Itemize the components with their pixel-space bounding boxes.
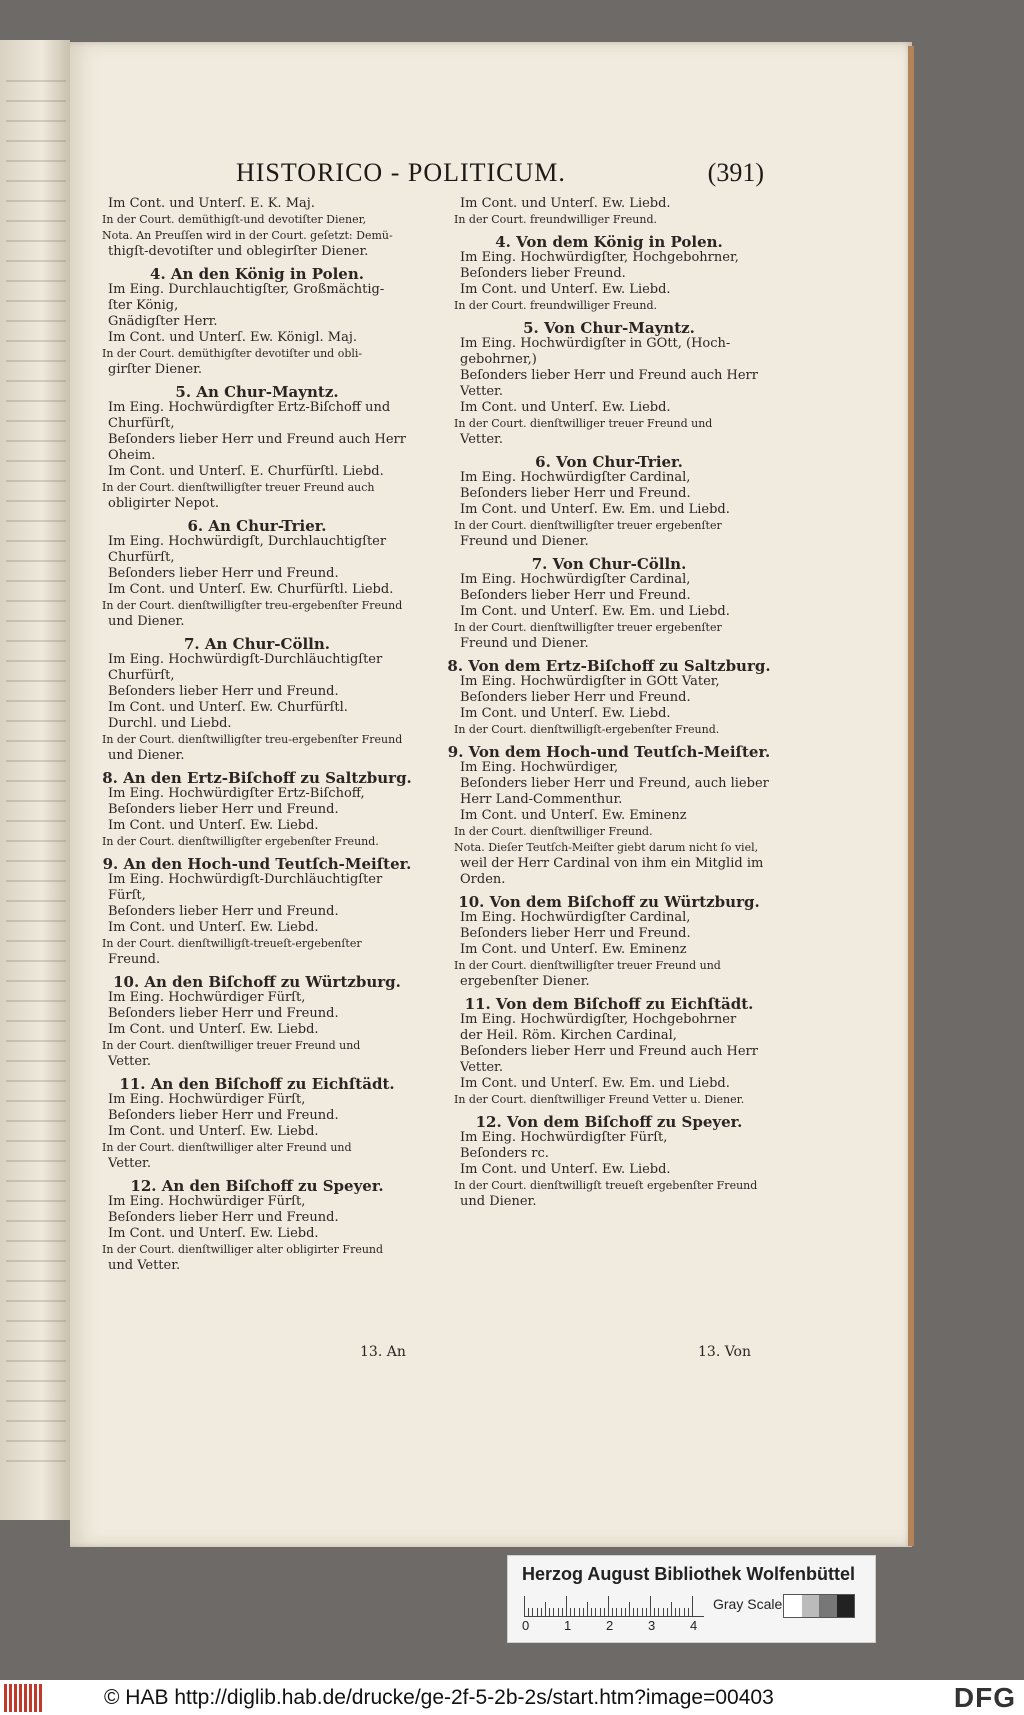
entry-line: Beſonders lieber Herr und Freund. xyxy=(460,690,691,705)
entry-line: Churfürſt, xyxy=(108,668,175,683)
left-page-edge xyxy=(0,40,70,1520)
entry-line: In der Court. dienſtwilliger treuer Freund und xyxy=(102,1039,361,1052)
entry-line: Beſonders lieber Herr und Freund, auch lieber xyxy=(460,776,769,791)
entry-line: Im Cont. und Unterſ. Ew. Liebd. xyxy=(108,1124,319,1139)
entry-line: Im Eing. Hochwürdigſter Cardinal, xyxy=(460,910,691,925)
entry-line: Im Cont. und Unterſ. Ew. Em. und Liebd. xyxy=(460,502,730,517)
entry-line: Im Cont. und Unterſ. Ew. Liebd. xyxy=(460,196,671,211)
entry-heading: 10. An den Biſchoff zu Würtzburg. xyxy=(113,973,401,991)
entry-line: Im Eing. Hochwürdigſt-Durchläuchtigſter xyxy=(108,652,383,667)
left-catchword: 13. An xyxy=(360,1344,406,1360)
entry-line: In der Court. dienſtwilligſter ergebenſter Freund. xyxy=(102,835,379,848)
entry-line: Im Cont. und Unterſ. E. K. Maj. xyxy=(108,196,315,211)
entry-line: Im Cont. und Unterſ. Ew. Liebd. xyxy=(460,400,671,415)
entry-line: In der Court. dienſtwilligſt-treueſt-ergebenſter xyxy=(102,937,362,950)
entry-heading: 6. An Chur-Trier. xyxy=(187,517,327,535)
ruler-number: 0 xyxy=(522,1618,530,1633)
entry-line: Beſonders lieber Herr und Freund. xyxy=(108,1210,339,1225)
entry-line: Fürſt, xyxy=(108,888,146,903)
entry-line: In der Court. dienſtwilliger treuer Freund und xyxy=(454,417,713,430)
letter-form-entry xyxy=(92,266,422,378)
gray-scale-swatch xyxy=(783,1594,855,1618)
entry-heading: 4. An den König in Polen. xyxy=(150,265,364,283)
ruler-number: 1 xyxy=(564,1618,572,1633)
entry-line: Im Cont. und Unterſ. Ew. Liebd. xyxy=(108,818,319,833)
entry-line: Beſonders lieber Herr und Freund auch Herr xyxy=(108,432,406,447)
entry-heading: 9. An den Hoch-und Teutſch-Meiſter. xyxy=(102,855,412,873)
entry-line: Vetter. xyxy=(460,384,503,399)
entry-line: ſter König, xyxy=(108,298,179,313)
entry-line: In der Court. freundwilliger Freund. xyxy=(454,213,657,226)
entry-line: In der Court. dienſtwilligſter treuer ergebenſter xyxy=(454,519,722,532)
entry-line: Beſonders lieber Herr und Freund auch Herr xyxy=(460,368,758,383)
letter-form-entry xyxy=(444,1114,774,1210)
entry-line: In der Court. freundwilliger Freund. xyxy=(454,299,657,312)
letter-form-entry xyxy=(444,894,774,990)
entry-line: In der Court. dienſtwilligſter treu-ergebenſter Freund xyxy=(102,599,403,612)
letter-form-entry xyxy=(444,996,774,1108)
entry-heading: 6. Von Chur-Trier. xyxy=(535,453,683,471)
entry-line: Im Eing. Hochwürdigſter Cardinal, xyxy=(460,572,691,587)
entry-line: Im Eing. Hochwürdigſter Ertz-Biſchoff, xyxy=(108,786,365,801)
ruler-number: 4 xyxy=(690,1618,698,1633)
entry-line: Beſonders lieber Herr und Freund. xyxy=(460,486,691,501)
entry-line: Beſonders lieber Herr und Freund. xyxy=(460,588,691,603)
entry-heading: 5. An Chur-Mayntz. xyxy=(175,383,339,401)
entry-line: Im Eing. Hochwürdigſter Cardinal, xyxy=(460,470,691,485)
page-edge xyxy=(908,46,914,1546)
letter-form-entry xyxy=(444,454,774,550)
entry-line: Vetter. xyxy=(108,1054,151,1069)
ruler-number: 2 xyxy=(606,1618,614,1633)
letter-form-entry xyxy=(92,518,422,630)
letter-form-entry xyxy=(444,556,774,652)
entry-heading: 10. Von dem Biſchoff zu Würtzburg. xyxy=(458,893,760,911)
entry-line: Beſonders lieber Herr und Freund auch Herr xyxy=(460,1044,758,1059)
entry-line: Im Cont. und Unterſ. Ew. Liebd. xyxy=(108,920,319,935)
letter-form-entry xyxy=(92,1178,422,1274)
page-number: (391) xyxy=(707,158,764,187)
gray-scale-label: Gray Scale xyxy=(713,1596,783,1612)
entry-line: Im Eing. Durchlauchtigſter, Großmächtig- xyxy=(108,282,385,297)
entry-line: Im Eing. Hochwürdigſt-Durchläuchtigſter xyxy=(108,872,383,887)
entry-line: Freund und Diener. xyxy=(460,534,589,549)
entry-line: Vetter. xyxy=(460,1060,503,1075)
letter-form-entry xyxy=(444,658,774,738)
entry-line: girſter Diener. xyxy=(108,362,203,377)
entry-line: Freund und Diener. xyxy=(460,636,589,651)
letter-form-entry xyxy=(444,744,774,888)
entry-line: Beſonders lieber Herr und Freund. xyxy=(108,566,339,581)
color-reference-card xyxy=(507,1555,876,1643)
entry-line: Im Eing. Hochwürdiger Fürſt, xyxy=(108,1194,306,1209)
entry-heading: 8. An den Ertz-Biſchoff zu Saltzburg. xyxy=(102,769,412,787)
entry-heading: 5. Von Chur-Mayntz. xyxy=(523,319,695,337)
copyright-url: © HAB http://diglib.hab.de/drucke/ge-2f-5-2b-2s/start.htm?image=00403 xyxy=(104,1686,774,1709)
letter-form-entry xyxy=(92,770,422,850)
entry-heading: 8. Von dem Ertz-Biſchoff zu Saltzburg. xyxy=(447,657,771,675)
hab-logo-icon xyxy=(0,1684,50,1712)
entry-line: In der Court. demüthigſter devotiſter und obli- xyxy=(102,347,363,360)
letter-form-entry xyxy=(92,974,422,1070)
entry-line: und Vetter. xyxy=(108,1258,181,1273)
entry-line: Oheim. xyxy=(108,448,156,463)
viewer-footer xyxy=(0,1680,1024,1715)
letter-form-entry xyxy=(444,234,774,314)
entry-line: thigſt-devotiſter und oblegirſter Diener. xyxy=(108,244,369,259)
entry-line: Im Cont. und Unterſ. Ew. Eminenz xyxy=(460,942,687,957)
entry-line: Im Eing. Hochwürdigſter in GOtt Vater, xyxy=(460,674,720,689)
entry-line: Im Cont. und Unterſ. Ew. Liebd. xyxy=(108,1226,319,1241)
entry-line: In der Court. dienſtwilligſter treuer Freund und xyxy=(454,959,721,972)
entry-line: Herr Land-Commenthur. xyxy=(460,792,623,807)
ruler-number: 3 xyxy=(648,1618,656,1633)
letter-form-entry xyxy=(92,1076,422,1172)
ruler xyxy=(524,1594,704,1617)
entry-line: Im Eing. Hochwürdiger Fürſt, xyxy=(108,1092,306,1107)
library-name: Herzog August Bibliothek Wolfenbüttel xyxy=(522,1564,855,1584)
letter-form-entry xyxy=(92,636,422,764)
entry-line: In der Court. demüthigſt-und devotiſter Diener, xyxy=(102,213,367,226)
entry-line: Nota. An Preuſſen wird in der Court. geſetzt: Demü- xyxy=(102,229,393,242)
entry-line: Im Eing. Hochwürdigſter, Hochgebohrner xyxy=(460,1012,737,1027)
entry-heading: 7. Von Chur-Cölln. xyxy=(531,555,687,573)
entry-line: In der Court. dienſtwilligſter treu-ergebenſter Freund xyxy=(102,733,403,746)
letter-form-entry xyxy=(444,196,774,228)
entry-line: Im Cont. und Unterſ. Ew. Em. und Liebd. xyxy=(460,1076,730,1091)
entry-heading: 7. An Chur-Cölln. xyxy=(184,635,330,653)
entry-line: Nota. Dieſer Teutſch-Meiſter giebt darum nicht ſo viel, xyxy=(454,841,759,854)
dfg-logo: DFG xyxy=(953,1682,1016,1713)
entry-line: Churfürſt, xyxy=(108,416,175,431)
entry-line: Beſonders lieber Herr und Freund. xyxy=(108,802,339,817)
entry-line: Churfürſt, xyxy=(108,550,175,565)
entry-line: Im Eing. Hochwürdiger Fürſt, xyxy=(108,990,306,1005)
entry-heading: 9. Von dem Hoch-und Teutſch-Meiſter. xyxy=(447,743,771,761)
entry-heading: 11. An den Biſchoff zu Eichſtädt. xyxy=(119,1075,395,1093)
entry-line: obligirter Nepot. xyxy=(108,496,219,511)
entry-line: Im Eing. Hochwürdigſter Ertz-Biſchoff und xyxy=(108,400,391,415)
entry-line: Im Cont. und Unterſ. Ew. Eminenz xyxy=(460,808,687,823)
entry-line: ergebenſter Diener. xyxy=(460,974,590,989)
entry-line: Beſonders lieber Herr und Freund. xyxy=(108,904,339,919)
entry-line: und Diener. xyxy=(108,748,185,763)
right-text-column xyxy=(444,196,774,1210)
entry-line: Im Eing. Hochwürdigſt, Durchlauchtigſter xyxy=(108,534,387,549)
entry-line: Beſonders rc. xyxy=(460,1146,549,1161)
entry-line: Durchl. und Liebd. xyxy=(108,716,232,731)
entry-line: Beſonders lieber Freund. xyxy=(460,266,626,281)
entry-line: Beſonders lieber Herr und Freund. xyxy=(108,1108,339,1123)
entry-line: und Diener. xyxy=(460,1194,537,1209)
entry-line: Vetter. xyxy=(460,432,503,447)
entry-heading: 4. Von dem König in Polen. xyxy=(495,233,723,251)
entry-line: Gnädigſter Herr. xyxy=(108,314,218,329)
entry-line: weil der Herr Cardinal von ihm ein Mitglid im Orden. xyxy=(460,856,764,887)
entry-line: Im Cont. und Unterſ. Ew. Churfürſtl. Liebd. xyxy=(108,582,394,597)
page-header xyxy=(236,158,764,190)
letter-form-entry xyxy=(92,196,422,260)
entry-line: Vetter. xyxy=(108,1156,151,1171)
letter-form-entry xyxy=(92,384,422,512)
entry-line: Im Cont. und Unterſ. Ew. Churfürſtl. xyxy=(108,700,348,715)
entry-heading: 12. Von dem Biſchoff zu Speyer. xyxy=(475,1113,743,1131)
entry-line: Im Eing. Hochwürdiger, xyxy=(460,760,619,775)
entry-line: Im Eing. Hochwürdigſter, Hochgebohrner, xyxy=(460,250,739,265)
letter-form-entry xyxy=(92,856,422,968)
entry-heading: 11. Von dem Biſchoff zu Eichſtädt. xyxy=(464,995,754,1013)
entry-line: Im Eing. Hochwürdigſter in GOtt, (Hoch- xyxy=(460,336,731,351)
entry-line: Im Cont. und Unterſ. Ew. Königl. Maj. xyxy=(108,330,357,345)
right-catchword: 13. Von xyxy=(698,1344,751,1360)
entry-line: In der Court. dienſtwilligſter treuer ergebenſter xyxy=(454,621,722,634)
entry-line: der Heil. Röm. Kirchen Cardinal, xyxy=(460,1028,677,1043)
entry-line: In der Court. dienſtwilligſter treuer Freund auch xyxy=(102,481,375,494)
letter-form-entry xyxy=(444,320,774,448)
left-text-column xyxy=(92,196,422,1274)
entry-line: Im Cont. und Unterſ. Ew. Liebd. xyxy=(460,282,671,297)
entry-line: In der Court. dienſtwilligſt-ergebenſter Freund. xyxy=(454,723,720,736)
entry-line: Beſonders lieber Herr und Freund. xyxy=(108,1006,339,1021)
entry-line: Im Cont. und Unterſ. Ew. Liebd. xyxy=(460,706,671,721)
entry-line: Im Eing. Hochwürdigſter Fürſt, xyxy=(460,1130,668,1145)
entry-line: In der Court. dienſtwilliger Freund Vetter u. Diener. xyxy=(454,1093,745,1106)
entry-line: Im Cont. und Unterſ. Ew. Em. und Liebd. xyxy=(460,604,730,619)
entry-line: In der Court. dienſtwilliger alter Freund und xyxy=(102,1141,352,1154)
entry-line: Im Cont. und Unterſ. Ew. Liebd. xyxy=(108,1022,319,1037)
entry-heading: 12. An den Biſchoff zu Speyer. xyxy=(130,1177,384,1195)
entry-line: Beſonders lieber Herr und Freund. xyxy=(460,926,691,941)
entry-line: Beſonders lieber Herr und Freund. xyxy=(108,684,339,699)
entry-line: In der Court. dienſtwilliger Freund. xyxy=(454,825,653,838)
entry-line: und Diener. xyxy=(108,614,185,629)
entry-line: Freund. xyxy=(108,952,161,967)
entry-line: Im Cont. und Unterſ. Ew. Liebd. xyxy=(460,1162,671,1177)
entry-line: gebohrner,) xyxy=(460,352,537,367)
entry-line: In der Court. dienſtwilligſt treueſt ergebenſter Freund xyxy=(454,1179,758,1192)
entry-line: Im Cont. und Unterſ. E. Churfürſtl. Liebd. xyxy=(108,464,384,479)
entry-line: In der Court. dienſtwilliger alter obligirter Freund xyxy=(102,1243,384,1256)
running-title: HISTORICO - POLITICUM. xyxy=(236,158,566,187)
